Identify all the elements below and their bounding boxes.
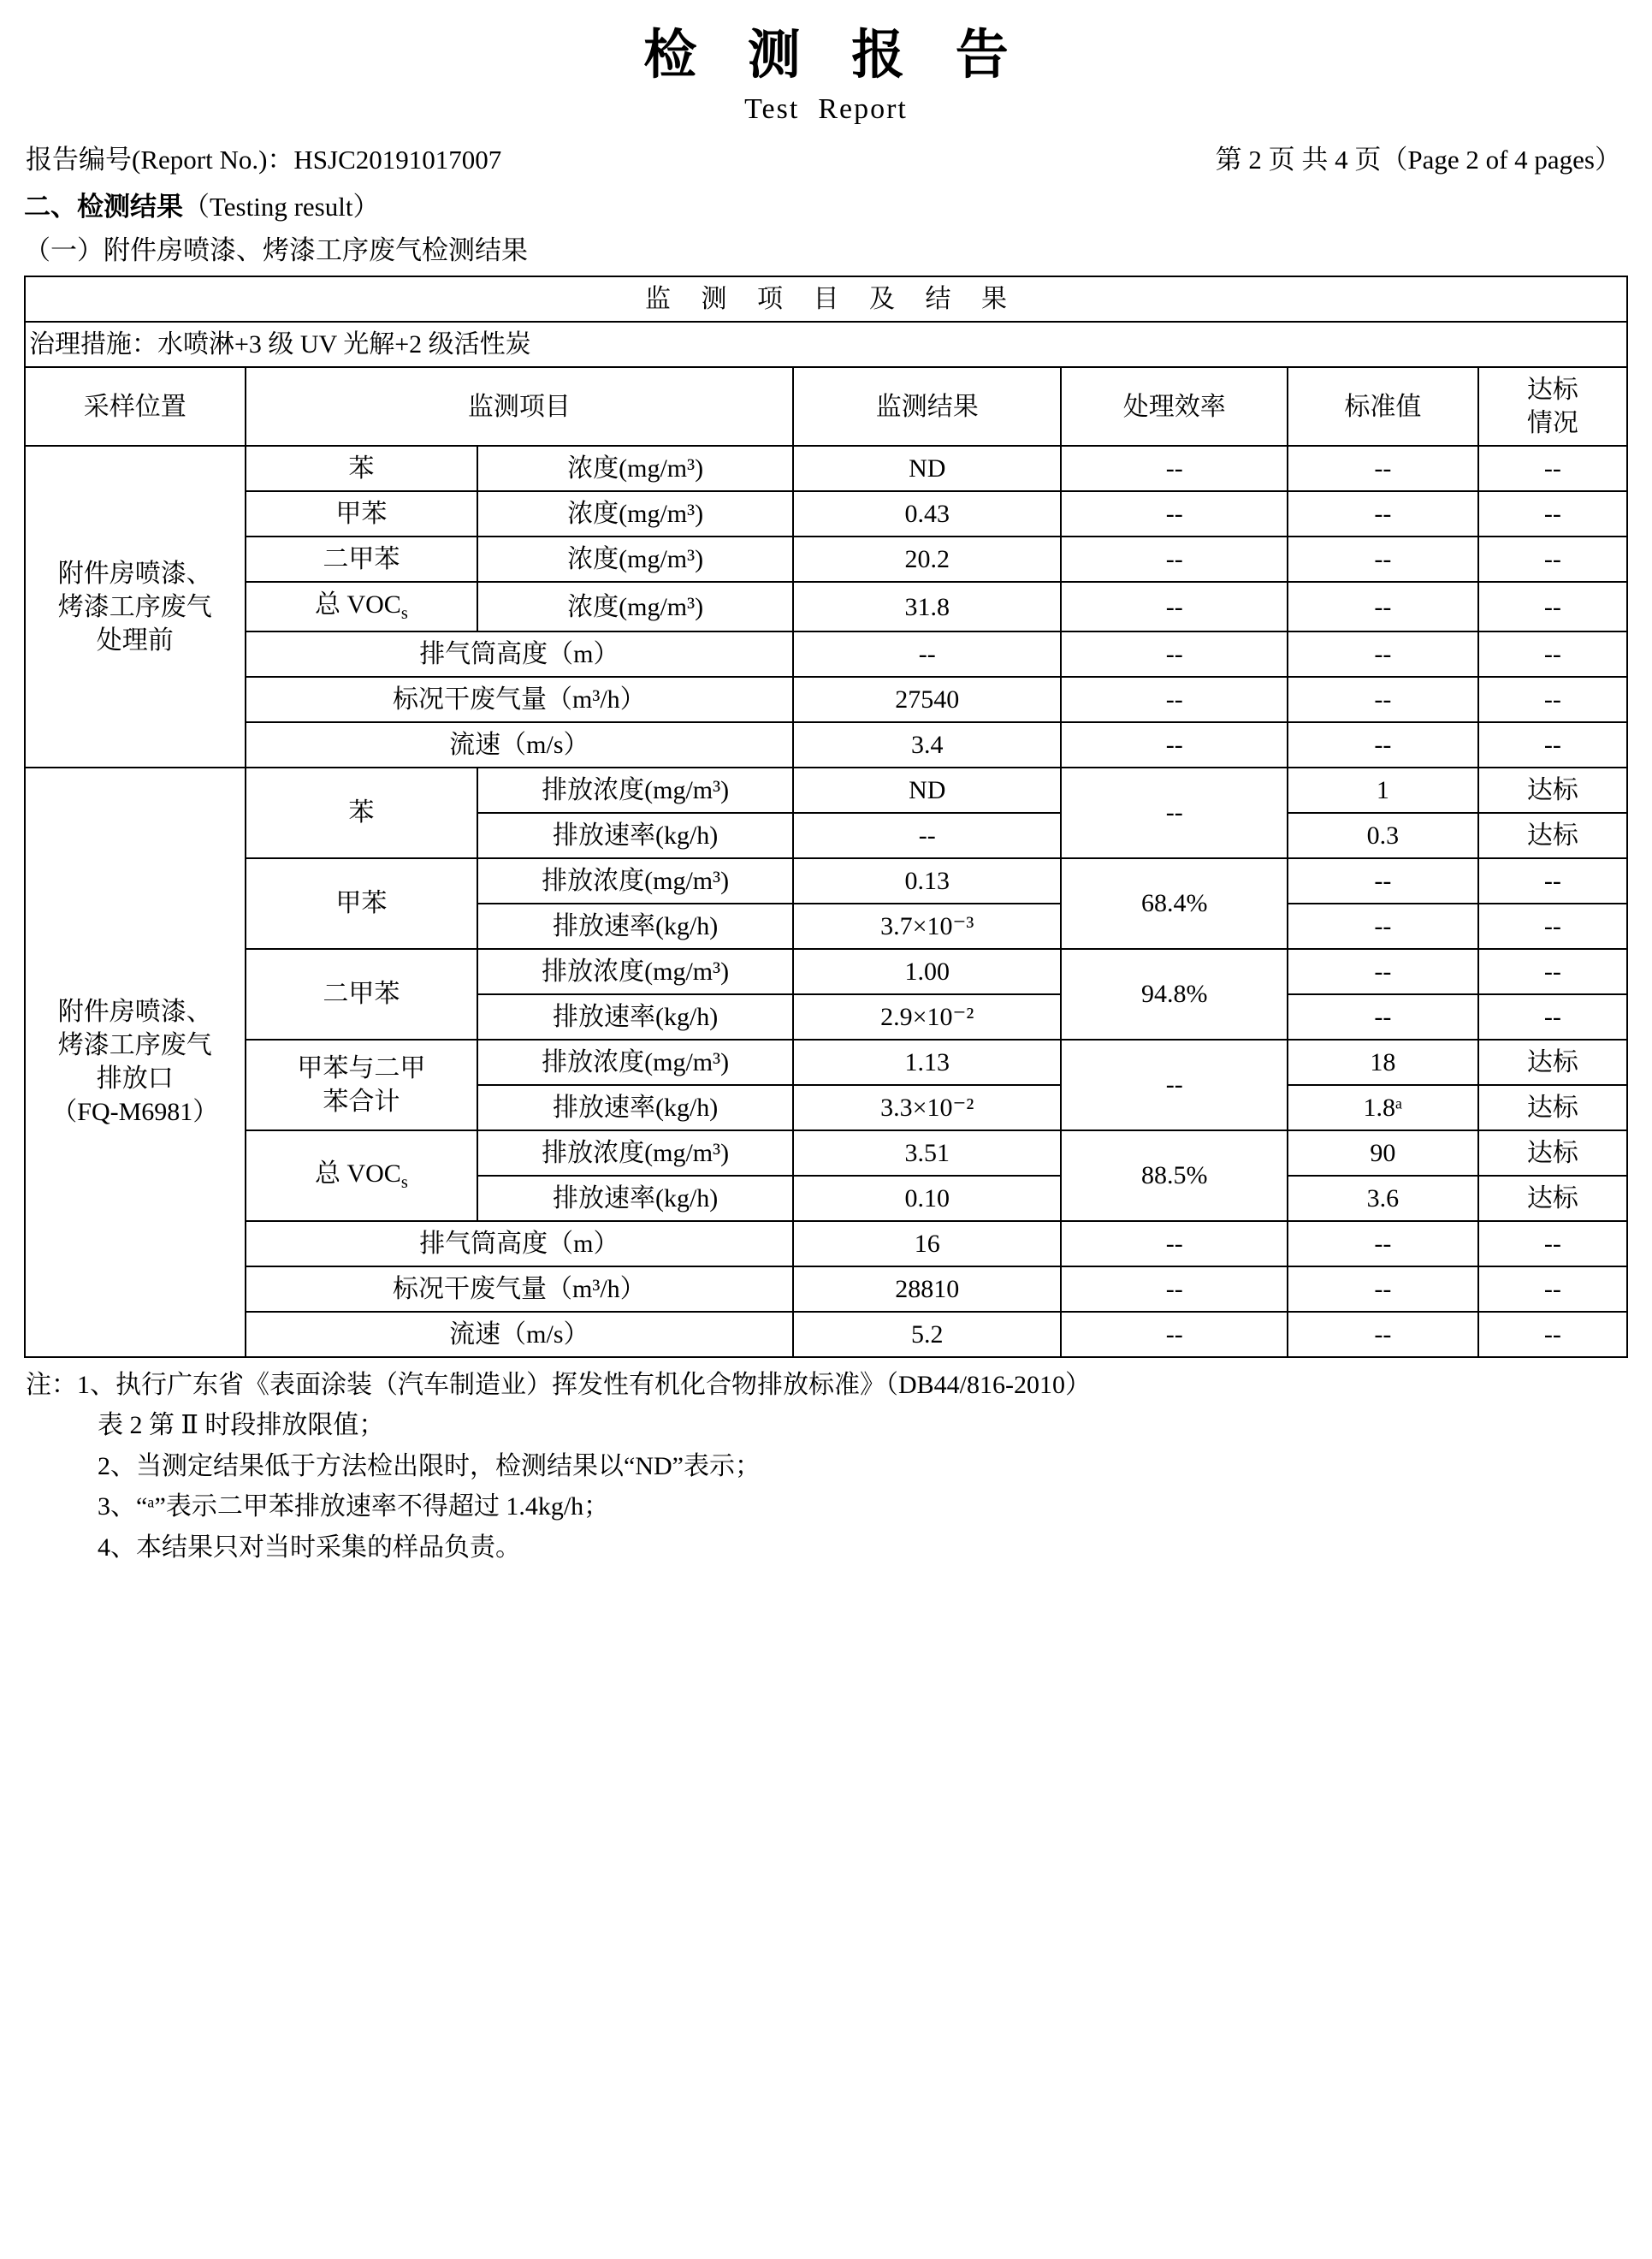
item-result: 0.13	[793, 858, 1061, 904]
table-notes	[24, 1367, 1628, 1567]
item-compliance: --	[1478, 722, 1627, 768]
table-row	[25, 446, 1627, 491]
item-unit: 浓度(mg/m³)	[477, 491, 793, 537]
item-compliance: --	[1478, 1221, 1627, 1266]
item-unit: 浓度(mg/m³)	[477, 537, 793, 582]
table-row	[25, 768, 1627, 813]
item-unit: 排放浓度(mg/m³)	[477, 768, 793, 813]
item-unit: 排放浓度(mg/m³)	[477, 1130, 793, 1176]
item-compliance: --	[1478, 491, 1627, 537]
position-line3: 排放口	[96, 1064, 174, 1094]
item-result: 2.9×10⁻²	[793, 994, 1061, 1040]
table-row	[25, 1312, 1627, 1357]
item-compliance: 达标	[1478, 1130, 1627, 1176]
item-efficiency: --	[1061, 582, 1288, 631]
item-result: 3.7×10⁻³	[793, 904, 1061, 949]
item-unit: 排放速率(kg/h)	[477, 994, 793, 1040]
report-number	[26, 138, 501, 176]
item-standard: --	[1288, 1312, 1478, 1357]
position-line3: 处理前	[96, 626, 174, 655]
item-compliance: --	[1478, 904, 1627, 949]
position-line2: 烤漆工序废气	[57, 592, 212, 621]
item-unit: 浓度(mg/m³)	[477, 446, 793, 491]
col-compliance-line2: 情况	[1526, 409, 1578, 438]
item-name: 排气筒高度（m）	[246, 631, 794, 677]
section-heading-en: （Testing result）	[183, 192, 380, 222]
item-efficiency: --	[1061, 1266, 1288, 1312]
item-result: ND	[793, 768, 1061, 813]
item-result: 3.51	[793, 1130, 1061, 1176]
item-name: 苯	[246, 446, 478, 491]
item-name: 标况干废气量（m³/h）	[246, 1266, 794, 1312]
item-name: 流速（m/s）	[246, 1312, 794, 1357]
item-standard: 18	[1288, 1040, 1478, 1085]
item-name: 甲苯	[246, 491, 478, 537]
position-line4: （FQ-M6981）	[51, 1098, 219, 1127]
table-row	[25, 537, 1627, 582]
position-line1: 附件房喷漆、	[57, 559, 212, 588]
col-monitor-item: 监测项目	[246, 367, 794, 446]
item-compliance: 达标	[1478, 813, 1627, 858]
table-row	[25, 677, 1627, 722]
item-unit: 排放速率(kg/h)	[477, 1085, 793, 1130]
table-banner: 监 测 项 目 及 结 果	[25, 276, 1627, 322]
item-compliance: --	[1478, 994, 1627, 1040]
item-standard: --	[1288, 1221, 1478, 1266]
item-standard: --	[1288, 858, 1478, 904]
col-compliance	[1478, 367, 1627, 446]
item-result: 0.43	[793, 491, 1061, 537]
table-row	[25, 722, 1627, 768]
item-unit: 浓度(mg/m³)	[477, 582, 793, 631]
note-line-3: 3、“ᵃ”表示二甲苯排放速率不得超过 1.4kg/h；	[98, 1492, 610, 1521]
title-en-report: Report	[818, 93, 908, 126]
table-header-row	[25, 367, 1627, 446]
table-row	[25, 1040, 1627, 1085]
table-row	[25, 858, 1627, 904]
item-compliance: --	[1478, 631, 1627, 677]
report-number-value: HSJC20191017007	[293, 145, 502, 175]
item-result: 31.8	[793, 582, 1061, 631]
item-standard: --	[1288, 994, 1478, 1040]
report-meta	[26, 138, 1626, 176]
item-compliance: --	[1478, 858, 1627, 904]
col-standard-value: 标准值	[1288, 367, 1478, 446]
table-row	[25, 1221, 1627, 1266]
item-result: 5.2	[793, 1312, 1061, 1357]
page-number: 第 2 页 共 4 页（Page 2 of 4 pages）	[1215, 145, 1621, 175]
item-compliance: --	[1478, 446, 1627, 491]
item-standard: --	[1288, 722, 1478, 768]
item-name: 标况干废气量（m³/h）	[246, 677, 794, 722]
treatment-row	[25, 322, 1627, 367]
item-compliance: --	[1478, 677, 1627, 722]
position-line1: 附件房喷漆、	[57, 998, 212, 1027]
item-standard: 0.3	[1288, 813, 1478, 858]
item-result: 0.10	[793, 1176, 1061, 1221]
item-unit: 排放浓度(mg/m³)	[477, 858, 793, 904]
col-efficiency: 处理效率	[1061, 367, 1288, 446]
item-name: 苯	[246, 768, 478, 858]
table-row	[25, 631, 1627, 677]
item-efficiency: --	[1061, 446, 1288, 491]
item-efficiency: --	[1061, 491, 1288, 537]
item-efficiency: --	[1061, 677, 1288, 722]
item-efficiency: --	[1061, 722, 1288, 768]
item-standard: 1	[1288, 768, 1478, 813]
item-efficiency: --	[1061, 631, 1288, 677]
section-heading	[24, 185, 1628, 223]
item-name: 二甲苯	[246, 949, 478, 1040]
note-line-2: 2、当测定结果低于方法检出限时，检测结果以“ND”表示；	[98, 1451, 761, 1480]
item-result: 16	[793, 1221, 1061, 1266]
item-standard: 1.8ᵃ	[1288, 1085, 1478, 1130]
table-banner-row	[25, 276, 1627, 322]
item-compliance: 达标	[1478, 1040, 1627, 1085]
item-standard: 90	[1288, 1130, 1478, 1176]
item-compliance: --	[1478, 1312, 1627, 1357]
sampling-position-outlet	[25, 768, 246, 1357]
col-monitor-result: 监测结果	[793, 367, 1061, 446]
item-standard: --	[1288, 631, 1478, 677]
item-compliance: --	[1478, 949, 1627, 994]
item-name: 总 $VOC_s$	[246, 1130, 478, 1221]
item-result: --	[793, 631, 1061, 677]
item-efficiency: 68.4%	[1061, 858, 1288, 949]
item-efficiency: 88.5%	[1061, 1130, 1288, 1221]
item-name: 甲苯与二甲 苯合计	[246, 1040, 478, 1130]
treatment-measures: 治理措施：水喷淋+3 级 UV 光解+2 级活性炭	[25, 322, 1627, 367]
title-en-test: Test	[744, 93, 800, 126]
item-result: 1.13	[793, 1040, 1061, 1085]
item-efficiency: 94.8%	[1061, 949, 1288, 1040]
col-compliance-line1: 达标	[1526, 376, 1578, 405]
item-standard: --	[1288, 949, 1478, 994]
table-row	[25, 491, 1627, 537]
item-efficiency: --	[1061, 1312, 1288, 1357]
item-name: 甲苯	[246, 858, 478, 949]
section-heading-cn: 二、检测结果	[24, 192, 183, 222]
item-compliance: 达标	[1478, 1176, 1627, 1221]
item-name: 总 $VOC_s$	[246, 582, 478, 631]
sampling-position-before	[25, 446, 246, 768]
item-efficiency: --	[1061, 537, 1288, 582]
item-unit: 排放速率(kg/h)	[477, 813, 793, 858]
item-unit: 排放浓度(mg/m³)	[477, 1040, 793, 1085]
item-result: 28810	[793, 1266, 1061, 1312]
item-unit: 排放速率(kg/h)	[477, 1176, 793, 1221]
col-sampling-position: 采样位置	[25, 367, 246, 446]
item-result: 3.3×10⁻²	[793, 1085, 1061, 1130]
item-standard: --	[1288, 446, 1478, 491]
item-efficiency: --	[1061, 1221, 1288, 1266]
item-name: 排气筒高度（m）	[246, 1221, 794, 1266]
item-compliance: --	[1478, 537, 1627, 582]
item-standard: --	[1288, 582, 1478, 631]
item-result: --	[793, 813, 1061, 858]
note-line-4: 4、本结果只对当时采集的样品负责。	[98, 1533, 521, 1562]
table-row	[25, 949, 1627, 994]
item-compliance: 达标	[1478, 768, 1627, 813]
section-subheading: （一）附件房喷漆、烤漆工序废气检测结果	[24, 235, 528, 266]
note-line-1: 注：1、执行广东省《表面涂装（汽车制造业）挥发性有机化合物排放标准》（DB44/816-2010）	[26, 1370, 1091, 1399]
results-table	[24, 276, 1628, 1358]
table-row	[25, 1266, 1627, 1312]
item-name: 流速（m/s）	[246, 722, 794, 768]
page-title: 检 测 报 告	[643, 27, 1027, 85]
item-standard: --	[1288, 491, 1478, 537]
item-unit: 排放速率(kg/h)	[477, 904, 793, 949]
item-result: 1.00	[793, 949, 1061, 994]
position-line2: 烤漆工序废气	[57, 1031, 212, 1060]
table-row	[25, 582, 1627, 631]
item-compliance: 达标	[1478, 1085, 1627, 1130]
item-result: 27540	[793, 677, 1061, 722]
item-compliance: --	[1478, 1266, 1627, 1312]
item-standard: 3.6	[1288, 1176, 1478, 1221]
item-efficiency: --	[1061, 1040, 1288, 1130]
item-standard: --	[1288, 904, 1478, 949]
item-standard: --	[1288, 677, 1478, 722]
item-standard: --	[1288, 1266, 1478, 1312]
item-efficiency: --	[1061, 768, 1288, 858]
page-title-english	[24, 93, 1628, 126]
table-row	[25, 1130, 1627, 1176]
item-result: ND	[793, 446, 1061, 491]
item-unit: 排放浓度(mg/m³)	[477, 949, 793, 994]
item-compliance: --	[1478, 582, 1627, 631]
item-standard: --	[1288, 537, 1478, 582]
item-name: 二甲苯	[246, 537, 478, 582]
item-result: 3.4	[793, 722, 1061, 768]
report-number-label: 报告编号(Report No.)：	[26, 145, 294, 175]
note-line-1b: 表 2 第 Ⅱ 时段排放限值；	[98, 1411, 385, 1440]
item-result: 20.2	[793, 537, 1061, 582]
